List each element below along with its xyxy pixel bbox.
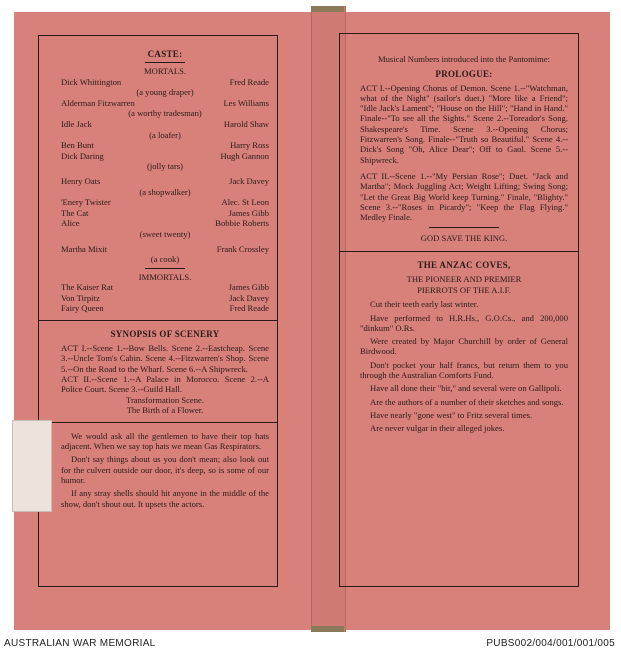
cast-row: Alderman Fitzwarren Les Williams — [61, 97, 269, 108]
cast-row: Dick Whittington Fred Reade — [61, 76, 269, 87]
god-save-the-king: GOD SAVE THE KING. — [420, 233, 508, 244]
cast-row: Martha Mixit Frank Crossley — [61, 243, 269, 254]
caste-title: CASTE: — [147, 49, 183, 59]
anzac-item: Are never vulgar in their alleged jokes. — [370, 423, 505, 434]
cast-row: 'Enery Twister Alec. St Leon — [61, 197, 269, 208]
anzac-item: Have nearly "gone west" to Fritz several times. — [370, 409, 533, 420]
cast-note: (jolly tars) — [146, 161, 184, 172]
cast-note: (a young draper) — [136, 87, 194, 98]
anzac-item: Have performed to H.R.Hs., G.O.Cs., and 200,000 "dinkum" O.Rs. — [360, 312, 568, 333]
cast-row: Dick Daring Hugh Gannon — [61, 150, 269, 161]
section-rule — [340, 251, 578, 252]
scenery-act-2: ACT II.--Scene 1.--A Palace in Morocco. Scene 2.--A Police Court. Scene 3.--Guild Hall. — [61, 373, 269, 395]
reference-caption: PUBS002/004/001/001/005 — [486, 638, 615, 649]
cast-note: (a worthy tradesman) — [128, 108, 202, 119]
anzac-item: Are the authors of a number of their sketches and songs. — [370, 396, 564, 407]
immortals-heading: IMMORTALS. — [138, 271, 192, 282]
cast-note: (a shopwalker) — [139, 186, 191, 197]
cast-row: Fairy Queen Fred Reade — [61, 303, 269, 314]
divider — [145, 62, 185, 63]
mortals-heading: MORTALS. — [143, 66, 186, 76]
right-panel — [339, 33, 579, 587]
fold-tape-top — [311, 6, 344, 12]
cast-row: Ben Bunt Harry Ross — [61, 140, 269, 151]
note-paragraph: Don't say things about us you don't mean; also look out for the culvert outside our door, it's deep, so is some of our humor. — [61, 454, 269, 485]
divider — [429, 227, 499, 228]
divider — [145, 268, 185, 269]
musical-act-2: ACT II.--Scene 1.--"My Persian Rose"; Duet. "Jack and Martha"; Mock Juggling Act; Weight Lifting; Swing Song; "Let the Great Big World keep Turning." Finale, "Blighty." Scene 3.--"Roses in Picardy"; "Keep the Flag Flying." Medley Finale. — [360, 170, 568, 223]
left-panel — [38, 35, 278, 587]
immortals-list — [61, 282, 269, 314]
scenery-act-1: ACT I.--Scene 1.--Bow Bells. Scene 2.--Eastcheap. Scene 3.--Uncle Tom's Cabin. Scene 4.--Fitzwarren's Shop. Scene 5.--On the Road to the Wharf. Scene 6.--A Shipwreck. — [61, 343, 269, 374]
cast-row: Alice Bobbie Roberts — [61, 218, 269, 229]
section-rule — [39, 422, 277, 423]
anzac-subtitle: THE PIONEER AND PREMIER — [406, 274, 522, 285]
prologue-title: PROLOGUE: — [435, 68, 493, 79]
institution-caption: AUSTRALIAN WAR MEMORIAL — [4, 638, 156, 649]
cast-row: The Kaiser Rat James Gibb — [61, 282, 269, 293]
anzac-subtitle: PIERROTS OF THE A.I.F. — [417, 284, 511, 295]
anzac-item: Cut their teeth early last winter. — [370, 299, 479, 310]
note-paragraph: If any stray shells should hit anyone in the middle of the show, don't shout out. It upsets the actors. — [61, 488, 269, 509]
scenery-title: SYNOPSIS OF SCENERY — [110, 329, 220, 340]
note-paragraph: We would ask all the gentlemen to have their top hats adjacent. When we say top hats we mean Gas Respirators. — [61, 430, 269, 452]
musical-numbers-intro: Musical Numbers introduced into the Pantomime: — [377, 54, 551, 64]
mortals-list — [61, 77, 269, 265]
section-rule — [39, 320, 277, 321]
anzac-item: Don't pocket your half francs, but return them to you through the Australian Comforts Fund. — [360, 359, 568, 381]
anzac-item: Have all done their "bit," and several were on Gallipoli. — [370, 383, 562, 394]
musical-act-1: ACT I.--Opening Chorus of Demon. Scene 1.--"Watchman, what of the Night" (sailor's duet.) "More like a Friend"; "Idle Jack's Lament"; "House on the Hill"; "Hand in Hand." Finale--"To see all the Sights." Scene 2.--Toreador's Song. Shakespeare's Time. Scene 3.--Opening Chorus; Fitzwarren's Song. Finale--"Truth so Beautiful." Scene 4.--Dick's Song "Oh, Alice Dear"; Off to Gaol. Scene 5.--Shipwreck. — [360, 82, 568, 165]
cast-note: (sweet twenty) — [139, 228, 191, 239]
cast-row: The Cat James Gibb — [61, 207, 269, 218]
cast-note: (a cook) — [150, 254, 180, 265]
fold-tape-bottom — [311, 626, 344, 632]
birth-of-flower: The Birth of a Flower. — [126, 405, 204, 416]
transformation-scene: Transformation Scene. — [126, 394, 204, 405]
anzac-item: Were created by Major Churchill by order of General Birdwood. — [360, 336, 568, 357]
cast-row: Von Tirpitz Jack Davey — [61, 292, 269, 303]
cast-row: Idle Jack Harold Shaw — [61, 118, 269, 129]
cast-row: Henry Oats Jack Davey — [61, 175, 269, 186]
archive-tab — [12, 420, 52, 512]
cast-note: (a loafer) — [149, 129, 181, 140]
anzac-title: THE ANZAC COVES, — [417, 260, 511, 271]
